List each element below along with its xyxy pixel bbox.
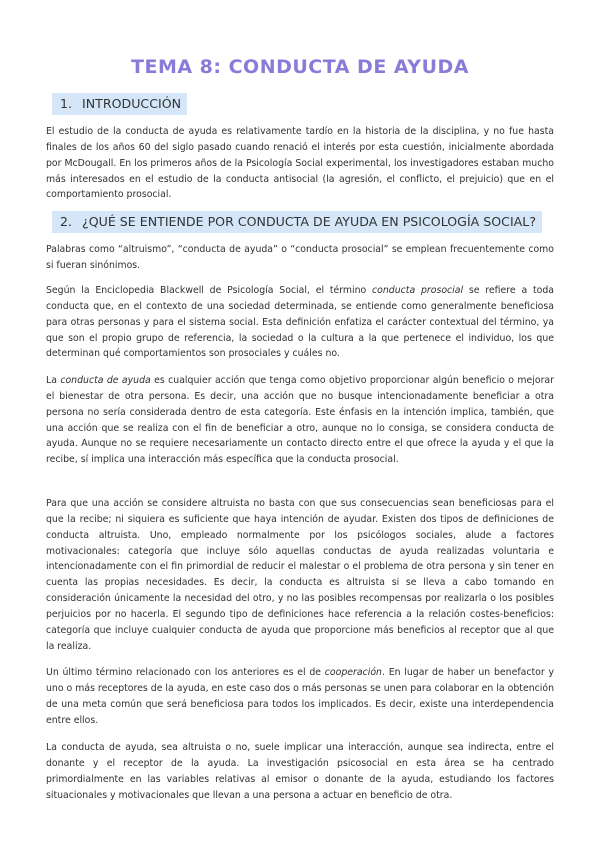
text-run: se refiere a toda conducta que, en el contexto de una sociedad determinada, se entiende como generalmente beneficiosa para otras personas y para el sistema social. Esta definición enfatiza el carácter contextual del término, ya que son el propio grupo de referencia, la sociedad o la cultura a la que pertenece el individuo, los que determinan qué comportamientos son prosociales y cuáles no. [46,285,554,360]
term-conducta-de-ayuda: conducta de ayuda [60,375,151,386]
paragraph-prosocial [46,283,554,362]
text-run: es cualquier acción que tenga como objetivo proporcionar algún beneficio o mejorar el bienestar de otra persona. Es decir, una acción que no busque intencionadamente beneficiar a otra persona no sería considerada dentro de esta categoría. Este énfasis en la intención implica, también, que una acción que se realiza con el fin de beneficiar a otro, aunque no lo consiga, se considera conducta de ayuda. Aunque no se requiere necesariamente un contacto directo entre el que ofrece la ayuda y el que la recibe, sí implica una interacción más específica que la conducta prosocial. [46,375,554,466]
section-heading-introduccion [52,93,187,115]
section-heading-text: ¿QUÉ SE ENTIENDE POR CONDUCTA DE AYUDA EN PSICOLOGÍA SOCIAL? [82,214,537,229]
paragraph-intro: El estudio de la conducta de ayuda es relativamente tardío en la historia de la disciplina, y no fue hasta finales de los años 60 del siglo pasado cuando renació el interés por esta cuestión, inicialmente abordada por McDougall. En los primeros años de la Psicología Social experimental, los investigadores estaban mucho más interesados en el estudio de la conducta antisocial (la agresión, el conflicto, el prejuicio) que en el comportamiento prosocial. [46,126,554,201]
section-number: 1. [60,96,73,111]
text-run: . En lugar de haber un benefactor y uno o más receptores de la ayuda, en este caso dos o más personas se unen para colaborar en la obtención de una meta común que será beneficiosa para todos los implicados. Es decir, existe una interdependencia entre ellos. [46,667,554,726]
section-heading-text: INTRODUCCIÓN [82,96,182,111]
paragraph-interaccion: La conducta de ayuda, sea altruista o no, suele implicar una interacción, aunque sea indirecta, entre el donante y el receptor de la ayuda. La investigación psicosocial en esta área se ha centrado primordialmente en las variables relativas al emisor o donante de la ayuda, estudiando los factores situacionales y motivacionales que llevan a una persona a actuar en beneficio de otra. [46,742,554,801]
section-heading-que-se-entiende [52,211,542,233]
text-run: La [46,375,61,386]
section-number: 2. [60,214,73,229]
paragraph-cooperacion [46,665,554,728]
text-run: Según la Enciclopedia Blackwell de Psicología Social, el término [46,285,373,296]
term-cooperacion: cooperación [324,667,382,678]
paragraph-sinonimos: Palabras como “altruismo”, “conducta de ayuda” o “conducta prosocial” se emplean frecuentemente como si fueran sinónimos. [46,244,554,271]
text-run: Un último término relacionado con los anteriores es el de [46,667,325,678]
paragraph-altruista: Para que una acción se considere altruista no basta con que sus consecuencias sean beneficiosas para el que la recibe; ni siquiera es suficiente que haya intención de ayudar. Existen dos tipos de definiciones de conducta altruista. Uno, empleado normalmente por los psicólogos sociales, alude a factores motivacionales: categoría que incluye sólo aquellas conductas de ayuda realizadas voluntaria e intencionadamente con el fin primordial de reducir el malestar o el problema de otra persona y sin tener en cuenta las propias necesidades. Es decir, la conducta es altruista si se lleva a cabo tomando en consideración únicamente la necesidad del otro, y no las posibles recompensas por realizarla o los posibles perjuicios por no hacerla. El segundo tipo de definiciones hace referencia a la relación costes-beneficios: categoría que incluye cualquier conducta de ayuda que proporcione más beneficios al receptor que al que la realiza. [46,498,554,652]
term-conducta-prosocial: conducta prosocial [372,285,464,296]
page-title: TEMA 8: CONDUCTA DE AYUDA [131,56,469,78]
paragraph-conducta-ayuda [46,373,554,468]
